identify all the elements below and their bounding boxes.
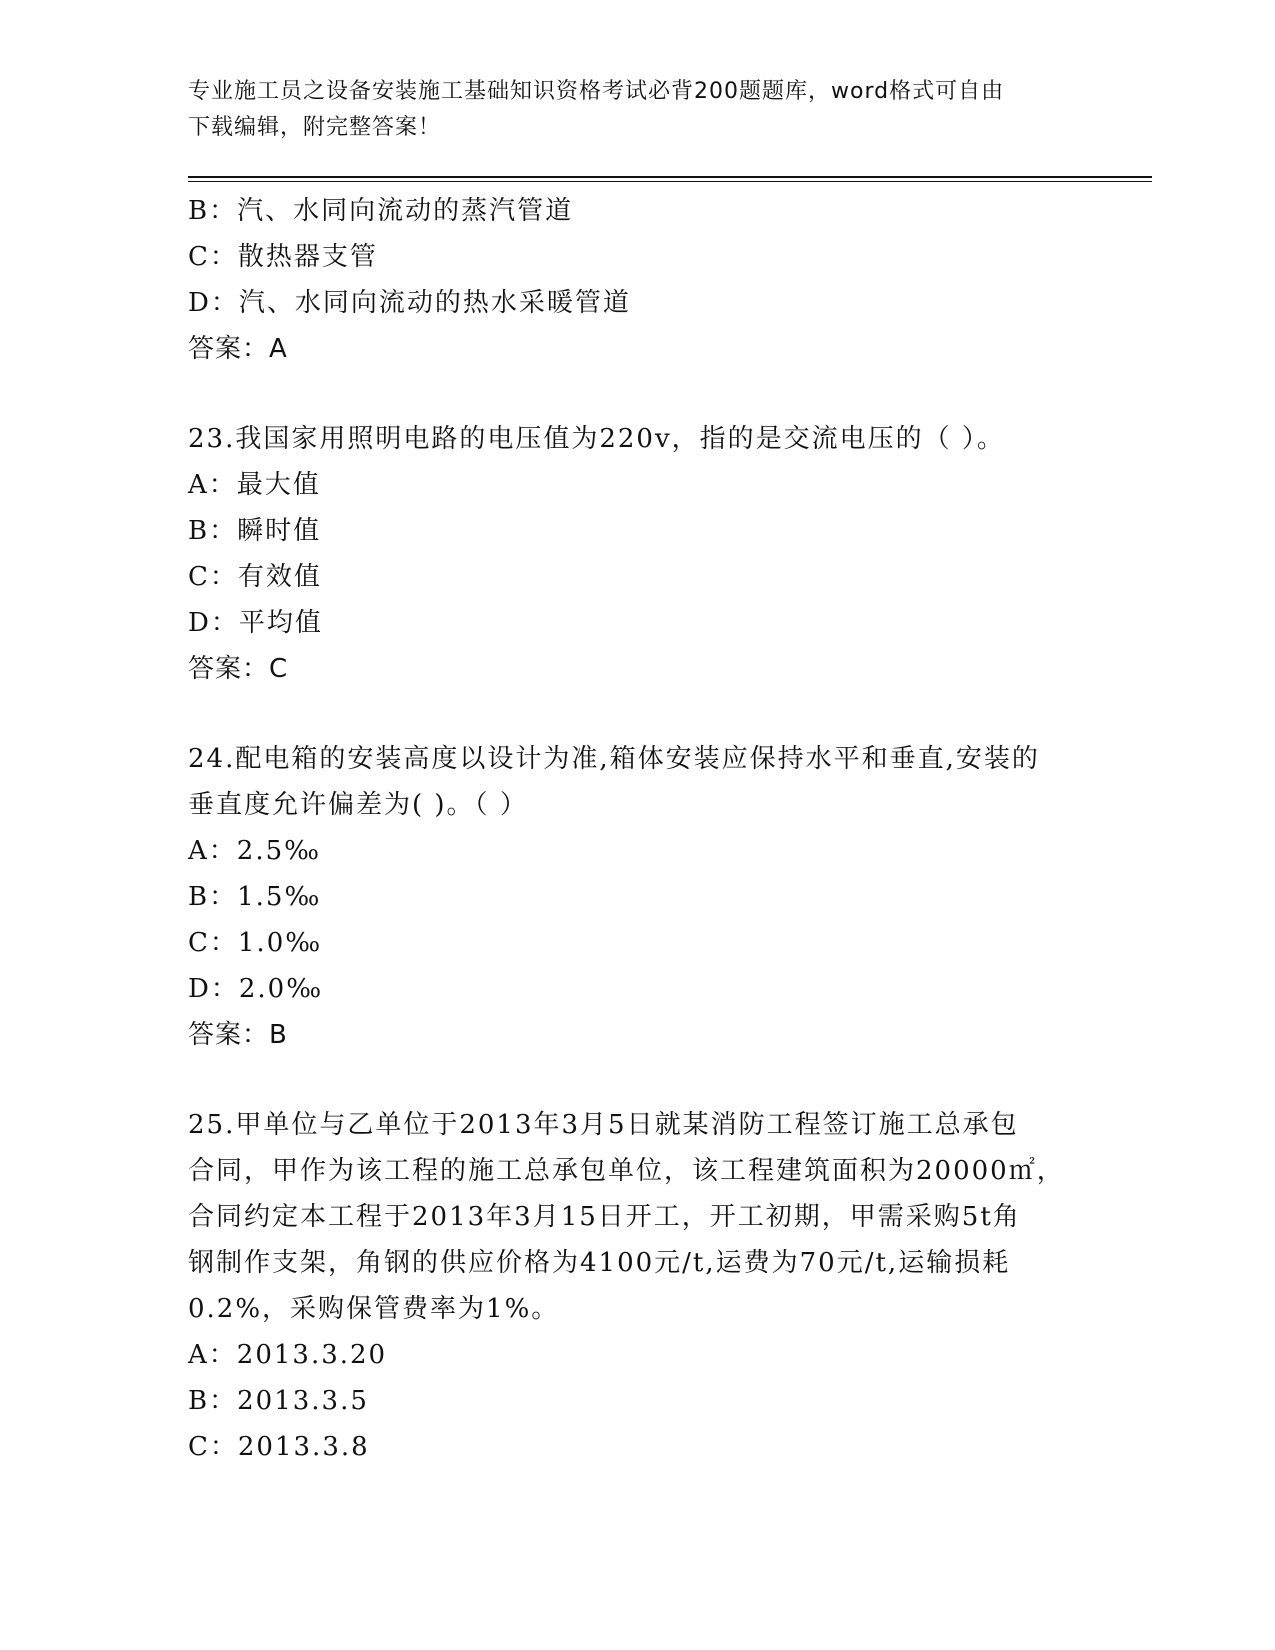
question-stem-line-1: 25.甲单位与乙单位于2013年3月5日就某消防工程签订施工总承包 — [188, 1110, 1019, 1140]
option-b: B：1.5‰ — [188, 882, 322, 912]
spacer — [188, 1058, 1088, 1102]
option-d: D：平均值 — [188, 608, 323, 638]
question-25 — [188, 1102, 1088, 1470]
header-divider-thin — [188, 181, 1152, 182]
option-b: B：瞬时值 — [188, 516, 322, 546]
answer-line: 答案：A — [188, 334, 288, 364]
question-stem-line-2: 合同，甲作为该工程的施工总承包单位，该工程建筑面积为20000㎡， — [188, 1156, 1065, 1186]
header-line-2: 下载编辑，附完整答案！ — [188, 115, 442, 140]
question-stem-line-3: 合同约定本工程于2013年3月15日开工，开工初期，甲需采购5t角 — [188, 1202, 1021, 1232]
question-stem: 23.我国家用照明电路的电压值为220v，指的是交流电压的（ ）。 — [188, 424, 1005, 454]
question-content — [188, 188, 1088, 1470]
question-stem-line-2: 垂直度允许偏差为( )。（ ） — [188, 790, 528, 820]
option-c: C：有效值 — [188, 562, 322, 592]
answer-line: 答案：B — [188, 1020, 288, 1050]
header-divider-thick — [188, 176, 1152, 178]
question-22 — [188, 188, 1088, 372]
question-23 — [188, 416, 1088, 692]
header-line-1: 专业施工员之设备安装施工基础知识资格考试必背200题题库，word格式可自由 — [188, 79, 1005, 104]
option-d: D：汽、水同向流动的热水采暖管道 — [188, 288, 631, 318]
page-header — [188, 74, 1078, 146]
spacer — [188, 692, 1088, 736]
option-a: A：2013.3.20 — [188, 1340, 388, 1370]
option-a: A：最大值 — [188, 470, 321, 500]
option-c: C：散热器支管 — [188, 242, 378, 272]
option-b: B：汽、水同向流动的蒸汽管道 — [188, 196, 574, 226]
answer-line: 答案：C — [188, 654, 289, 684]
question-24 — [188, 736, 1088, 1058]
option-c: C：1.0‰ — [188, 928, 323, 958]
question-stem-line-4: 钢制作支架，角钢的供应价格为4100元/t,运费为70元/t,运输损耗 — [188, 1248, 1011, 1278]
question-stem-line-1: 24.配电箱的安装高度以设计为准,箱体安装应保持水平和垂直,安装的 — [188, 744, 1040, 774]
option-c: C：2013.3.8 — [188, 1432, 370, 1462]
option-b: B：2013.3.5 — [188, 1386, 369, 1416]
option-d: D：2.0‰ — [188, 974, 324, 1004]
spacer — [188, 372, 1088, 416]
question-stem-line-5: 0.2%，采购保管费率为1%。 — [188, 1294, 560, 1324]
option-a: A：2.5‰ — [188, 836, 322, 866]
